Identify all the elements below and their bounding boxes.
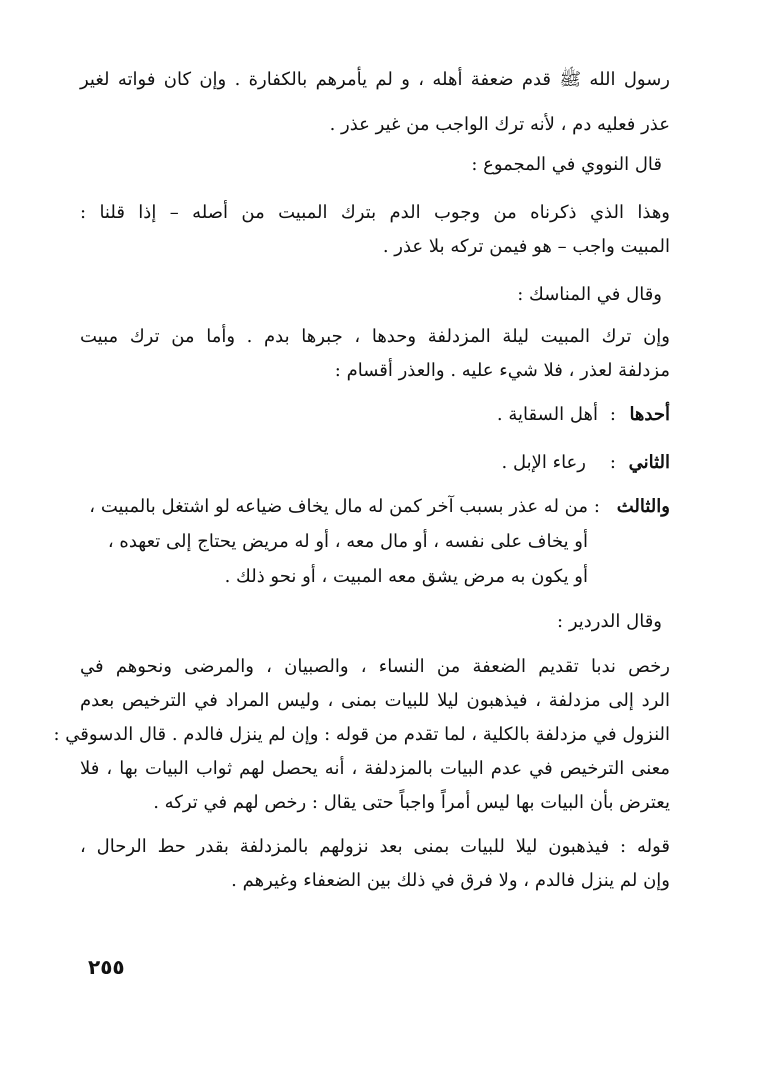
text-line: معنى الترخيص في عدم البيات بالمزدلفة ، أنه يحصل لهم ثواب البيات بها ، فلا [80, 758, 670, 779]
category-sep: : [609, 452, 616, 473]
text-line: وإن ترك المبيت ليلة المزدلفة وحدها ، جبرها بدم . وأما من ترك مبيت [80, 326, 670, 347]
category-text: من له عذر بسبب آخر كمن له مال يخاف ضياعه لو اشتغل بالمبيت ، [89, 496, 588, 517]
category-label: الثاني [628, 452, 670, 473]
category-text: أو يكون به مرض يشق معه المبيت ، أو نحو ذلك . [224, 566, 588, 587]
category-sep: : [609, 404, 616, 425]
text-line: وهذا الذي ذكرناه من وجوب الدم بترك المبيت من أصله – إذا قلنا : [80, 202, 670, 223]
text-line: رسول الله ﷺ قدم ضعفة أهله ، و لم يأمرهم بالكفارة . وإن كان فواته لغير [80, 69, 670, 90]
text-line: مزدلفة لعذر ، فلا شيء عليه . والعذر أقسام : [334, 360, 670, 381]
category-text: أو يخاف على نفسه ، أو مال معه ، أو له مريض يحتاج إلى تعهده ، [107, 531, 588, 552]
text-line: النزول في مزدلفة بالكلية ، لما تقدم من قوله : وإن لم ينزل فالدم . قال الدسوقي : [53, 724, 670, 745]
text-line: وإن لم ينزل فالدم ، ولا فرق في ذلك بين الضعفاء وغيرهم . [231, 870, 670, 891]
text-line: وقال في المناسك : [517, 284, 662, 305]
text-line: المبيت واجب – هو فيمن تركه بلا عذر . [382, 236, 670, 257]
text-line: يعترض بأن البيات بها ليس أمراً واجباً حتى يقال : رخص لهم في تركه . [153, 792, 670, 813]
text-line: عذر فعليه دم ، لأنه ترك الواجب من غير عذر . [329, 114, 670, 135]
category-sep: : [593, 496, 600, 517]
category-text: رعاء الإبل . [501, 452, 586, 473]
text-line: رخص ندبا تقديم الضعفة من النساء ، والصبيان ، والمرضى ونحوهم في [80, 656, 670, 677]
category-text: أهل السقاية . [496, 404, 598, 425]
page-number: ٢٥٥ [88, 955, 125, 979]
category-label: أحدها [629, 404, 670, 425]
text-line: قوله : فيذهبون ليلا للبيات بمنى بعد نزولهم بالمزدلفة بقدر حط الرحال ، [80, 836, 670, 857]
category-label: والثالث [616, 496, 670, 517]
text-line: قال النووي في المجموع : [471, 154, 662, 175]
text-line: وقال الدردير : [557, 611, 662, 632]
text-line: الرد إلى مزدلفة ، فيذهبون ليلا للبيات بمنى ، وليس المراد في الترخيص بعدم [80, 690, 670, 711]
